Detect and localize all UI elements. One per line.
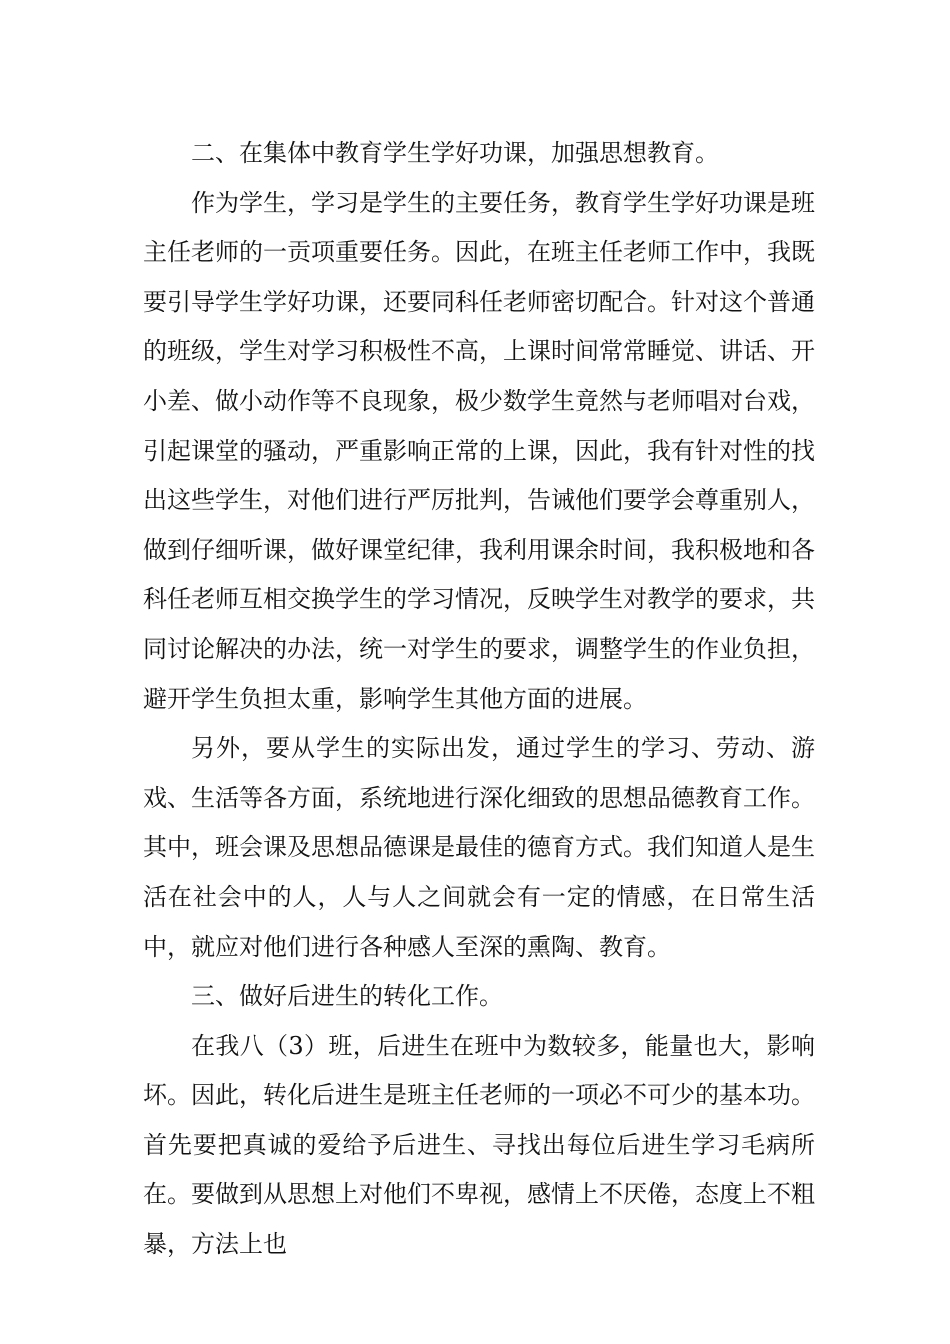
document-body [143,129,815,1270]
section-heading-two: 二、在集体中教育学生学好功课，加强思想教育。 [191,139,719,167]
section-heading-three: 三、做好后进生的转化工作。 [191,982,503,1011]
paragraph-moral-education: 另外，要从学生的实际出发，通过学生的学习、劳动、游戏、生活等各方面，系统地进行深化细致的思想品德教育工作。其中，班会课及思想品德课是最佳的德育方式。我们知道人是生活在社会中的人，人与人之间就会有一定的情感，在日常生活中，就应对他们进行各种感人至深的熏陶、教育。 [143,734,815,961]
paragraph-underachievers: 在我八（3）班，后进生在班中为数较多，能量也大，影响坏。因此，转化后进生是班主任老师的一项必不可少的基本功。首先要把真诚的爱给予后进生、寻找出每位后进生学习毛病所在。要做到从思想上对他们不卑视，感情上不厌倦，态度上不粗暴，方法上也 [143,1031,815,1259]
paragraph-study: 作为学生，学习是学生的主要任务，教育学生学好功课是班主任老师的一贡项重要任务。因此，在班主任老师工作中，我既要引导学生学好功课，还要同科任老师密切配合。针对这个普通的班级，学生对学习积极性不高，上课时间常常睡觉、讲话、开小差、做小动作等不良现象，极少数学生竟然与老师唱对台戏，引起课堂的骚动，严重影响正常的上课，因此，我有针对性的找出这些学生，对他们进行严厉批判，告诫他们要学会尊重别人，做到仔细听课，做好课堂纪律，我利用课余时间，我积极地和各科任老师互相交换学生的学习情况，反映学生对教学的要求，共同讨论解决的办法，统一对学生的要求，调整学生的作业负担，避开学生负担太重，影响学生其他方面的进展。 [143,188,815,713]
